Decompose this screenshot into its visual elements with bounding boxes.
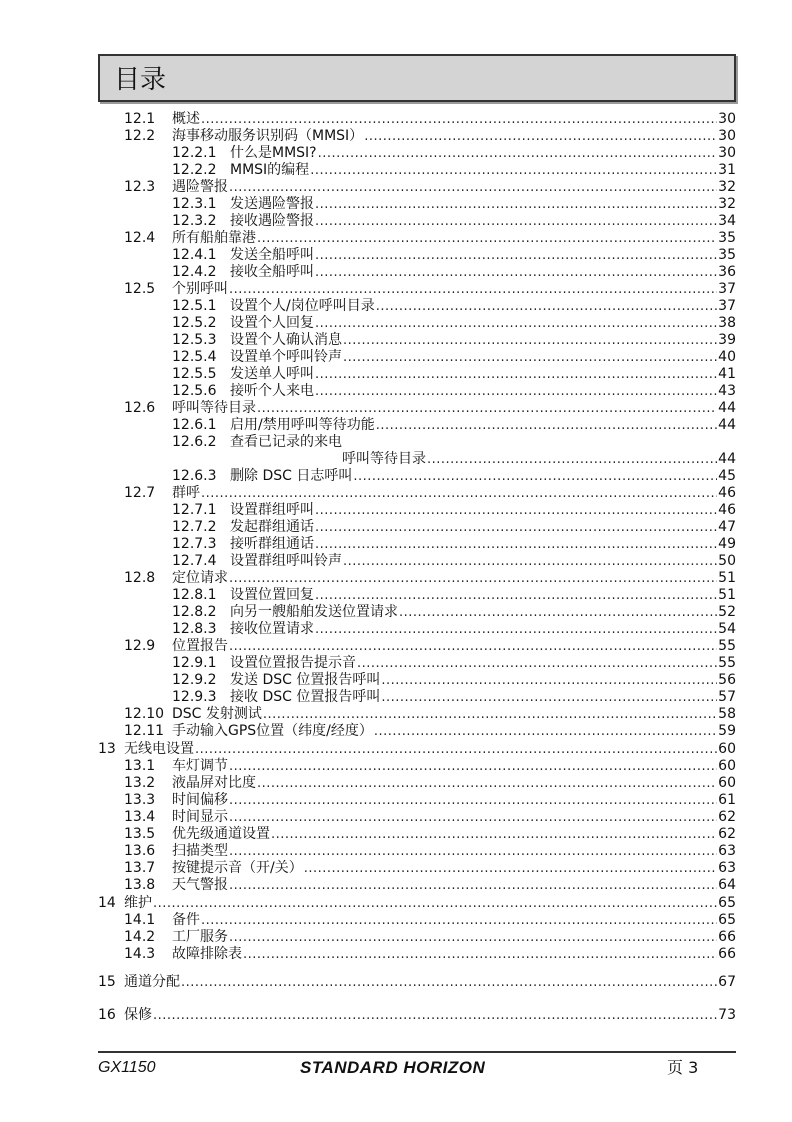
toc-page-number: 41 bbox=[718, 366, 736, 382]
toc-page-number: 45 bbox=[718, 468, 736, 484]
toc-page-number: 32 bbox=[718, 196, 736, 212]
toc-page-number: 65 bbox=[718, 895, 736, 911]
toc-number: 12.7.3 bbox=[172, 536, 217, 552]
toc-number: 12.10 bbox=[124, 706, 165, 722]
toc-page-number: 66 bbox=[718, 946, 736, 962]
toc-row[interactable] bbox=[172, 672, 736, 689]
toc-entry-text: 发起群组通话 bbox=[230, 519, 314, 535]
toc-row[interactable] bbox=[124, 877, 736, 894]
toc-number: 12.7 bbox=[124, 485, 156, 501]
toc-entry-text: 优先级通道设置 bbox=[172, 826, 270, 842]
toc-number: 12.5.3 bbox=[172, 332, 217, 348]
toc-row[interactable] bbox=[172, 213, 736, 230]
toc-entry-text: 呼叫等待目录 bbox=[172, 400, 256, 416]
toc-leader-dots bbox=[315, 247, 717, 264]
toc-number: 13.6 bbox=[124, 843, 156, 859]
toc-row[interactable] bbox=[124, 485, 736, 502]
toc-number: 12.6.2 bbox=[172, 434, 217, 450]
toc-page-number: 30 bbox=[718, 145, 736, 161]
toc-row[interactable] bbox=[172, 264, 736, 281]
toc-number: 12.7.2 bbox=[172, 519, 217, 535]
toc-leader-dots bbox=[243, 946, 717, 963]
toc-entry-text: 发送单人呼叫 bbox=[230, 366, 314, 382]
toc-page-number: 66 bbox=[718, 929, 736, 945]
toc-entry-text: 海事移动服务识别码（MMSI） bbox=[172, 128, 364, 144]
toc-entry-text: 保修 bbox=[124, 1007, 152, 1023]
toc-row[interactable] bbox=[172, 434, 736, 451]
toc-entry-text: 备件 bbox=[172, 912, 200, 928]
toc-row[interactable] bbox=[172, 332, 736, 349]
toc-row[interactable] bbox=[124, 775, 736, 792]
toc-page-number: 60 bbox=[718, 758, 736, 774]
toc-number: 12.9.2 bbox=[172, 672, 217, 688]
toc-number: 16 bbox=[98, 1007, 116, 1023]
toc-number: 12.8.3 bbox=[172, 621, 217, 637]
toc-row[interactable] bbox=[124, 230, 736, 247]
toc-row[interactable] bbox=[172, 315, 736, 332]
toc-entry-text: 什么是MMSI? bbox=[230, 145, 317, 161]
toc-row[interactable] bbox=[172, 349, 736, 366]
toc-entry-text: 设置群组呼叫 bbox=[230, 502, 314, 518]
toc-leader-dots bbox=[343, 349, 717, 366]
toc-leader-dots bbox=[229, 792, 717, 809]
toc-leader-dots bbox=[353, 468, 717, 485]
toc-number: 12.11 bbox=[124, 723, 165, 739]
toc-number: 12.9.1 bbox=[172, 655, 217, 671]
toc-row[interactable] bbox=[172, 689, 736, 706]
toc-leader-dots bbox=[229, 570, 717, 587]
toc-entry-text: 接听群组通话 bbox=[230, 536, 314, 552]
page-title: 目录 bbox=[114, 65, 167, 95]
toc-leader-dots bbox=[315, 366, 717, 383]
toc-page-number: 61 bbox=[718, 792, 736, 808]
toc-page-number: 63 bbox=[718, 843, 736, 859]
toc-entry-text: 按键提示音（开/关） bbox=[172, 860, 303, 876]
toc-number: 13.5 bbox=[124, 826, 156, 842]
toc-leader-dots bbox=[315, 519, 717, 536]
toc-page-number: 63 bbox=[718, 860, 736, 876]
toc-leader-dots bbox=[315, 536, 717, 553]
toc-leader-dots bbox=[229, 929, 717, 946]
toc-entry-text: 通道分配 bbox=[124, 974, 180, 990]
toc-number: 14.1 bbox=[124, 912, 156, 928]
toc-entry-text: 手动输入GPS位置（纬度/经度） bbox=[172, 723, 373, 739]
toc-leader-dots bbox=[229, 843, 717, 860]
footer-brand-logo: STANDARD HORIZON bbox=[300, 1058, 486, 1077]
toc-leader-dots bbox=[195, 741, 717, 758]
toc-entry-text: 位置报告 bbox=[172, 638, 228, 654]
toc-number: 13.3 bbox=[124, 792, 156, 808]
toc-page-number: 40 bbox=[718, 349, 736, 365]
toc-page-number: 47 bbox=[718, 519, 736, 535]
toc-row[interactable] bbox=[124, 723, 736, 740]
toc-number: 13.8 bbox=[124, 877, 156, 893]
toc-page-number: 35 bbox=[718, 247, 736, 263]
toc-leader-dots bbox=[257, 400, 717, 417]
toc-number: 12.3.2 bbox=[172, 213, 217, 229]
toc-page-number: 60 bbox=[718, 741, 736, 757]
toc-row[interactable] bbox=[124, 860, 736, 877]
toc-leader-dots bbox=[318, 145, 718, 162]
toc-entry-text: 故障排除表 bbox=[172, 946, 242, 962]
toc-leader-dots bbox=[181, 974, 717, 991]
toc-row[interactable] bbox=[172, 196, 736, 213]
toc-leader-dots bbox=[257, 775, 717, 792]
toc-entry-text: 接听个人来电 bbox=[230, 383, 314, 399]
toc-row[interactable] bbox=[98, 1007, 736, 1024]
toc-row[interactable] bbox=[124, 281, 736, 298]
toc-leader-dots bbox=[374, 723, 717, 740]
toc-leader-dots bbox=[229, 281, 717, 298]
toc-page-number: 32 bbox=[718, 179, 736, 195]
toc-number: 12.2 bbox=[124, 128, 156, 144]
toc-entry-text: 设置个人回复 bbox=[230, 315, 314, 331]
toc-entry-text: 车灯调节 bbox=[172, 758, 228, 774]
toc-entry-text: DSC 发射测试 bbox=[172, 706, 262, 722]
toc-number: 12.5.6 bbox=[172, 383, 217, 399]
toc-number: 14.2 bbox=[124, 929, 156, 945]
toc-row[interactable] bbox=[172, 587, 736, 604]
toc-page-number: 51 bbox=[718, 570, 736, 586]
toc-entry-text: 个别呼叫 bbox=[172, 281, 228, 297]
toc-entry-text: 设置群组呼叫铃声 bbox=[230, 553, 342, 569]
toc-leader-dots bbox=[271, 826, 717, 843]
toc-leader-dots bbox=[304, 860, 717, 877]
toc-page-number: 54 bbox=[718, 621, 736, 637]
toc-leader-dots bbox=[229, 877, 717, 894]
toc-leader-dots bbox=[376, 417, 717, 434]
toc-row[interactable] bbox=[124, 809, 736, 826]
toc-leader-dots bbox=[257, 230, 717, 247]
toc-leader-dots bbox=[201, 485, 717, 502]
toc-number: 12.5 bbox=[124, 281, 156, 297]
toc-page-number: 44 bbox=[718, 400, 736, 416]
toc-row[interactable] bbox=[124, 946, 736, 963]
toc-entry-text: 发送 DSC 位置报告呼叫 bbox=[230, 672, 381, 688]
toc-row[interactable] bbox=[172, 366, 736, 383]
toc-number: 14.3 bbox=[124, 946, 156, 962]
toc-number: 12.8.1 bbox=[172, 587, 217, 603]
toc-page-number: 67 bbox=[718, 974, 736, 990]
toc-row[interactable] bbox=[98, 741, 736, 758]
toc-row[interactable] bbox=[172, 519, 736, 536]
footer-page-number: 页 3 bbox=[667, 1058, 699, 1077]
toc-page-number: 65 bbox=[718, 912, 736, 928]
toc-page-number: 30 bbox=[718, 128, 736, 144]
toc-entry-text: 所有船舶靠港 bbox=[172, 230, 256, 246]
toc-page-number: 39 bbox=[718, 332, 736, 348]
toc-page-number: 37 bbox=[718, 298, 736, 314]
toc-page-number: 44 bbox=[718, 451, 736, 467]
toc-page-number: 37 bbox=[718, 281, 736, 297]
toc-page-number: 59 bbox=[718, 723, 736, 739]
toc-entry-text: 接收位置请求 bbox=[230, 621, 314, 637]
toc-page-number: 43 bbox=[718, 383, 736, 399]
toc-entry-text: 发送全船呼叫 bbox=[230, 247, 314, 263]
toc-leader-dots bbox=[364, 128, 717, 145]
toc-leader-dots bbox=[153, 895, 717, 912]
toc-number: 15 bbox=[98, 974, 116, 990]
toc-leader-dots bbox=[229, 809, 717, 826]
toc-leader-dots bbox=[427, 451, 717, 468]
toc-number: 12.6 bbox=[124, 400, 156, 416]
toc-row[interactable] bbox=[172, 604, 736, 621]
toc-leader-dots bbox=[310, 162, 717, 179]
toc-leader-dots bbox=[315, 315, 717, 332]
toc-row[interactable] bbox=[172, 145, 736, 162]
toc-row[interactable] bbox=[172, 247, 736, 264]
toc-entry-text: 接收遇险警报 bbox=[230, 213, 314, 229]
toc-entry-text: 概述 bbox=[172, 111, 200, 127]
toc-page-number: 31 bbox=[718, 162, 736, 178]
toc-page-number: 55 bbox=[718, 638, 736, 654]
toc-number: 13.7 bbox=[124, 860, 156, 876]
toc-number: 12.2.1 bbox=[172, 145, 217, 161]
toc-page-number: 46 bbox=[718, 485, 736, 501]
toc-row[interactable] bbox=[172, 468, 736, 485]
toc-row[interactable] bbox=[172, 298, 736, 315]
toc-row[interactable] bbox=[172, 621, 736, 638]
toc-number: 13.2 bbox=[124, 775, 156, 791]
toc-page-number: 50 bbox=[718, 553, 736, 569]
toc-entry-text: 设置个人确认消息 bbox=[230, 332, 342, 348]
toc-number: 12.8 bbox=[124, 570, 156, 586]
toc-leader-dots bbox=[201, 912, 717, 929]
toc-number: 12.3.1 bbox=[172, 196, 217, 212]
toc-leader-dots bbox=[381, 672, 717, 689]
toc-entry-text: 群呼 bbox=[172, 485, 200, 501]
toc-leader-dots bbox=[357, 655, 717, 672]
toc-entry-text: 发送遇险警报 bbox=[230, 196, 314, 212]
toc-row[interactable] bbox=[124, 638, 736, 655]
toc-entry-text: 接收全船呼叫 bbox=[230, 264, 314, 280]
toc-leader-dots bbox=[229, 638, 717, 655]
toc-entry-text: 时间显示 bbox=[172, 809, 228, 825]
toc-leader-dots bbox=[229, 758, 717, 775]
toc-row[interactable] bbox=[124, 111, 736, 128]
toc-page-number: 34 bbox=[718, 213, 736, 229]
toc-number: 12.5.4 bbox=[172, 349, 217, 365]
toc-leader-dots bbox=[343, 332, 717, 349]
toc-number: 12.4.2 bbox=[172, 264, 217, 280]
toc-page-number: 51 bbox=[718, 587, 736, 603]
toc-number: 12.6.1 bbox=[172, 417, 217, 433]
toc-entry-text: 维护 bbox=[124, 895, 152, 911]
toc-page-number: 49 bbox=[718, 536, 736, 552]
toc-row[interactable] bbox=[98, 895, 736, 912]
toc-entry-text: 定位请求 bbox=[172, 570, 228, 586]
toc-leader-dots bbox=[343, 553, 717, 570]
toc-entry-text: 删除 DSC 日志呼叫 bbox=[230, 468, 353, 484]
toc-number: 12.4 bbox=[124, 230, 156, 246]
toc-row[interactable] bbox=[98, 974, 736, 991]
toc-page-number: 56 bbox=[718, 672, 736, 688]
toc-leader-dots bbox=[315, 213, 717, 230]
toc-row[interactable] bbox=[172, 417, 736, 434]
toc-page-number: 73 bbox=[718, 1007, 736, 1023]
toc-page-number: 46 bbox=[718, 502, 736, 518]
toc-row[interactable] bbox=[124, 912, 736, 929]
toc-number: 13.4 bbox=[124, 809, 156, 825]
toc-row[interactable] bbox=[124, 570, 736, 587]
toc-entry-text: 无线电设置 bbox=[124, 741, 194, 757]
toc-number: 12.4.1 bbox=[172, 247, 217, 263]
toc-entry-text: 设置位置报告提示音 bbox=[230, 655, 356, 671]
toc-leader-dots bbox=[399, 604, 717, 621]
footer-divider bbox=[98, 1051, 736, 1053]
toc-leader-dots bbox=[376, 298, 717, 315]
toc-number: 12.7.1 bbox=[172, 502, 217, 518]
toc-number: 12.3 bbox=[124, 179, 156, 195]
toc-entry-text: MMSI的编程 bbox=[230, 162, 310, 178]
toc-row[interactable] bbox=[124, 792, 736, 809]
toc-page-number: 62 bbox=[718, 809, 736, 825]
toc-row[interactable] bbox=[124, 758, 736, 775]
toc-entry-text: 时间偏移 bbox=[172, 792, 228, 808]
toc-entry-text: 设置位置回复 bbox=[230, 587, 314, 603]
toc-leader-dots bbox=[315, 264, 717, 281]
toc-row[interactable] bbox=[124, 706, 736, 723]
toc-row[interactable] bbox=[124, 826, 736, 843]
toc-number: 12.5.1 bbox=[172, 298, 217, 314]
toc-number: 12.5.5 bbox=[172, 366, 217, 382]
toc-row[interactable] bbox=[124, 929, 736, 946]
toc-page-number: 64 bbox=[718, 877, 736, 893]
toc-page-number: 58 bbox=[718, 706, 736, 722]
toc-row[interactable] bbox=[124, 843, 736, 860]
toc-number: 12.2.2 bbox=[172, 162, 217, 178]
toc-page-number: 30 bbox=[718, 111, 736, 127]
toc-page-number: 57 bbox=[718, 689, 736, 705]
toc-page-number: 35 bbox=[718, 230, 736, 246]
toc-row[interactable] bbox=[172, 383, 736, 400]
toc-row[interactable] bbox=[124, 179, 736, 196]
toc-page-number: 44 bbox=[718, 417, 736, 433]
toc-row[interactable] bbox=[172, 162, 736, 179]
toc-row[interactable] bbox=[172, 655, 736, 672]
toc-entry-text: 设置个人/岗位呼叫目录 bbox=[230, 298, 375, 314]
toc-page-number: 36 bbox=[718, 264, 736, 280]
toc-page-number: 38 bbox=[718, 315, 736, 331]
toc-leader-dots bbox=[315, 587, 717, 604]
toc-entry-text: 启用/禁用呼叫等待功能 bbox=[230, 417, 375, 433]
toc-number: 12.9 bbox=[124, 638, 156, 654]
toc-leader-dots bbox=[315, 196, 717, 213]
toc-row[interactable] bbox=[172, 502, 736, 519]
toc-number: 12.1 bbox=[124, 111, 156, 127]
toc-row[interactable] bbox=[342, 451, 736, 468]
toc-entry-text: 查看已记录的来电 bbox=[230, 434, 342, 450]
toc-leader-dots bbox=[263, 706, 717, 723]
toc-number: 12.7.4 bbox=[172, 553, 217, 569]
footer-model: GX1150 bbox=[98, 1059, 156, 1076]
toc-entry-text: 呼叫等待目录 bbox=[342, 451, 426, 467]
toc-row[interactable] bbox=[172, 553, 736, 570]
toc-page-number: 60 bbox=[718, 775, 736, 791]
toc-entry-text: 遇险警报 bbox=[172, 179, 228, 195]
toc-entry-text: 工厂服务 bbox=[172, 929, 228, 945]
toc-entry-text: 天气警报 bbox=[172, 877, 228, 893]
toc-leader-dots bbox=[153, 1007, 717, 1024]
toc-leader-dots bbox=[315, 383, 717, 400]
toc-number: 12.6.3 bbox=[172, 468, 217, 484]
toc-leader-dots bbox=[315, 502, 717, 519]
toc-number: 12.8.2 bbox=[172, 604, 217, 620]
toc-row[interactable] bbox=[124, 128, 736, 145]
toc-row[interactable] bbox=[124, 400, 736, 417]
toc-entry-text: 扫描类型 bbox=[172, 843, 228, 859]
toc-entry-text: 接收 DSC 位置报告呼叫 bbox=[230, 689, 381, 705]
toc-number: 13.1 bbox=[124, 758, 156, 774]
toc-row[interactable] bbox=[172, 536, 736, 553]
toc-leader-dots bbox=[201, 111, 717, 128]
toc-entry-text: 液晶屏对比度 bbox=[172, 775, 256, 791]
toc-entry-text: 设置单个呼叫铃声 bbox=[230, 349, 342, 365]
toc-page-number: 52 bbox=[718, 604, 736, 620]
toc-page-number: 62 bbox=[718, 826, 736, 842]
toc-number: 12.5.2 bbox=[172, 315, 217, 331]
toc-leader-dots bbox=[381, 689, 717, 706]
toc-leader-dots bbox=[315, 621, 717, 638]
toc-entry-text: 向另一艘船舶发送位置请求 bbox=[230, 604, 398, 620]
toc-number: 12.9.3 bbox=[172, 689, 217, 705]
toc-leader-dots bbox=[229, 179, 717, 196]
toc-number: 13 bbox=[98, 741, 116, 757]
toc-page-number: 55 bbox=[718, 655, 736, 671]
toc-number: 14 bbox=[98, 895, 116, 911]
